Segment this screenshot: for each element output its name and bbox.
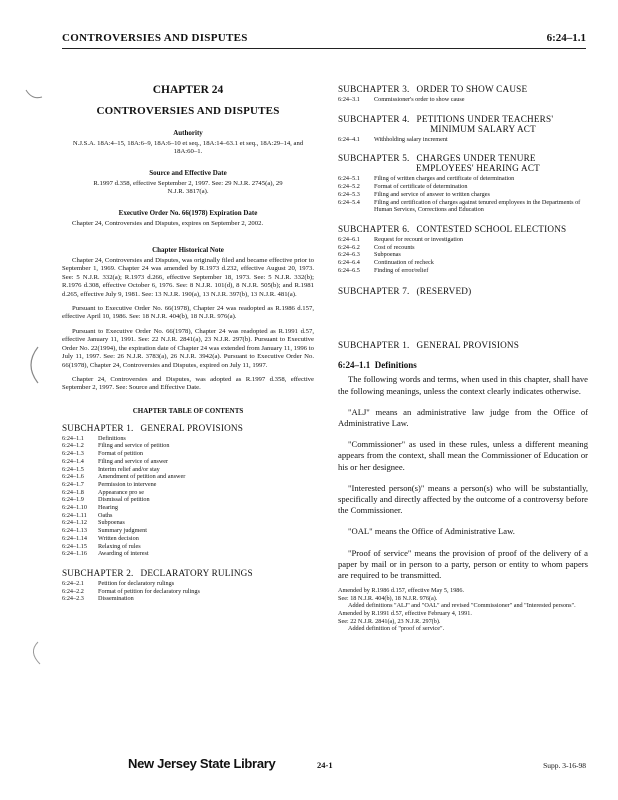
authority-heading: Authority xyxy=(173,129,203,137)
toc-section-title: Commissioner's order to show cause xyxy=(374,96,465,103)
source-heading: Source and Effective Date xyxy=(149,168,227,177)
toc-item xyxy=(62,504,314,512)
subchapter-1-heading: SUBCHAPTER 1. GENERAL PROVISIONS xyxy=(62,422,244,433)
toc-section-number: 6:24–5.3 xyxy=(338,190,360,198)
exec-order-heading: Executive Order No. 66(1978) Expiration Date xyxy=(118,208,258,217)
exec-order-text: Chapter 24, Controversies and Disputes, expires on September 2, 2002. xyxy=(72,219,264,227)
toc-section-number: 6:24–1.14 xyxy=(62,534,87,542)
toc-item xyxy=(62,489,314,497)
toc-section-number: 6:24–5.2 xyxy=(338,183,360,191)
definition-oal: "OAL" means the Office of Administrative Law. xyxy=(348,526,515,537)
toc-section-title: Permission to intervene xyxy=(98,480,157,488)
toc-section-number: 6:24–1.16 xyxy=(62,550,87,558)
toc-section-number: 6:24–1.9 xyxy=(62,496,84,504)
toc-section-number: 6:24–1.15 xyxy=(62,542,87,550)
historical-note-p2: Pursuant to Executive Order No. 66(1978), Chapter 24 was readopted as R.1986 d.157, effective April 10, 1986. See: 18 N.J.R. 404(b), 18 N.J.R. 976(a). xyxy=(62,305,314,321)
toc-section-title: Petition for declaratory rulings xyxy=(98,579,175,587)
source-text: R.1997 d.358, effective September 2, 1997. See: 29 N.J.R. 2745(a), 29 N.J.R. 3817(a). xyxy=(93,179,283,196)
toc-section-title: Amendment of petition and answer xyxy=(98,473,186,481)
subchapter-5-heading: SUBCHAPTER 5. CHARGES UNDER TENURE EMPLOYEES' HEARING ACT xyxy=(338,153,540,174)
header-section: 6:24–1.1 xyxy=(546,32,586,44)
subchapter-2-list xyxy=(62,580,314,603)
toc-section-number: 6:24–1.10 xyxy=(62,504,87,512)
toc-section-number: 6:24–6.3 xyxy=(338,251,360,259)
toc-section-number: 6:24–6.2 xyxy=(338,243,360,251)
toc-heading: CHAPTER TABLE OF CONTENTS xyxy=(132,406,244,415)
toc-section-title: Filing and service of petition xyxy=(98,442,170,450)
toc-section-title: Appearance pro se xyxy=(98,488,145,496)
toc-section-number: 6:24–1.6 xyxy=(62,473,84,481)
toc-section-title: Format of petition xyxy=(98,450,144,458)
toc-section-title: Filing and service of answer xyxy=(98,457,169,465)
right-column xyxy=(338,58,588,633)
toc-section-number: 6:24–1.13 xyxy=(62,527,87,535)
toc-item xyxy=(338,199,588,214)
toc-section-number: 6:24–2.2 xyxy=(62,587,84,595)
toc-item xyxy=(62,466,314,474)
toc-section-number: 6:24–1.11 xyxy=(62,511,87,519)
toc-section-number: 6:24–2.3 xyxy=(62,595,84,603)
toc-item xyxy=(62,435,314,443)
toc-section-title: Awarding of interest xyxy=(98,550,149,558)
toc-section-title: Subpoenas xyxy=(374,251,401,259)
toc-item xyxy=(62,512,314,520)
historical-note-p3: Pursuant to Executive Order No. 66(1978), Chapter 24 was readopted as R.1991 d.57, effective January 11, 1991. See: 22 N.J.R. 2841(a), 23 N.J.R. 297(b). Pursuant to Executive Order No. 22(1994), the expiration date of Chapter 24 was extended from January 11, 1996 to July 11, 1997. See: 26 N.J.R. 3783(a), 26 N.J.R. 3942(a). Pursuant to Executive Order No. 66(1978), Chapter 24, Controversies and Disputes, expired on July 11, 1997. xyxy=(62,327,314,369)
definition-proof-of-service: "Proof of service" means the provision of proof of the delivery of a paper by mail or in person to a party, person or entity to whom papers are required to be transmitted. xyxy=(338,547,588,581)
toc-section-number: 6:24–1.8 xyxy=(62,488,84,496)
subchapter-6-heading: SUBCHAPTER 6. CONTESTED SCHOOL ELECTIONS xyxy=(338,223,567,234)
toc-section-title: Cost of recounts xyxy=(374,243,415,251)
toc-section-number: 6:24–1.7 xyxy=(62,480,84,488)
toc-item xyxy=(338,236,588,244)
historical-note-p4: Chapter 24, Controversies and Disputes, was adopted as R.1997 d.358, effective September 2, 1997. See: Source and Effective Date. xyxy=(62,375,314,392)
toc-item xyxy=(62,481,314,489)
toc-section-title: Dismissal of petition xyxy=(98,496,150,504)
chapter-title: CONTROVERSIES AND DISPUTES xyxy=(96,105,280,117)
subchapter-7-heading: SUBCHAPTER 7. (RESERVED) xyxy=(338,286,472,297)
subchapter-4-heading: SUBCHAPTER 4. PETITIONS UNDER TEACHERS' MINIMUM SALARY ACT xyxy=(338,113,554,134)
toc-item xyxy=(62,588,314,596)
subchapter-2-heading: SUBCHAPTER 2. DECLARATORY RULINGS xyxy=(62,567,253,578)
toc-section-number: 6:24–1.12 xyxy=(62,519,87,527)
toc-section-title: Relaxing of rules xyxy=(98,542,141,550)
definition-commissioner: "Commissioner" as used in these rules, unless a different meaning appears from the context, shall mean the Commissioner of Education or his or her designee. xyxy=(338,439,588,472)
toc-section-title: Withholding salary increment xyxy=(374,135,448,143)
toc-item xyxy=(338,244,588,252)
toc-item xyxy=(338,191,588,199)
toc-section-title: Written decision xyxy=(98,534,139,542)
supplement-date: Supp. 3-16-98 xyxy=(543,761,586,770)
toc-item xyxy=(62,550,314,558)
margin-mark-icon xyxy=(24,640,44,666)
toc-section-number: 6:24–1.2 xyxy=(62,442,84,450)
subchapter-3-heading: SUBCHAPTER 3. ORDER TO SHOW CAUSE xyxy=(338,84,528,94)
toc-section-title: Finding of error/relief xyxy=(374,266,429,274)
section-heading: 6:24–1.1 Definitions xyxy=(338,360,417,371)
toc-section-number: 6:24–1.5 xyxy=(62,465,84,473)
toc-section-title: Hearing xyxy=(98,504,118,512)
page-number: 24-1 xyxy=(317,760,333,770)
toc-section-title: Format of petition for declaratory rulings xyxy=(98,587,200,595)
toc-section-title: Filing and service of answer to written charges xyxy=(374,190,490,198)
toc-section-title: Oaths xyxy=(98,511,113,519)
definition-alj: "ALJ" means an administrative law judge from the Office of Administrative Law. xyxy=(338,406,588,429)
amendment-notes: Amended by R.1986 d.157, effective May 5, 1986. See: 18 N.J.R. 404(b), 18 N.J.R. 976(a). Added definitions "ALJ" and "OAL" and revised "Commissioner" and "Interested persons". Amended by R.1991 d.57, effective February 4, 1991. See: 22 N.J.R. 2841(a), 23 N.J.R. 297(b). Added definition of "proof of service". xyxy=(338,587,576,633)
toc-item xyxy=(62,458,314,466)
toc-section-title: Filing and certification of charges against tenured employees in the Departments of Human Services, Corrections and Education xyxy=(374,198,581,214)
toc-item xyxy=(62,473,314,481)
toc-item xyxy=(62,580,314,588)
toc-section-number: 6:24–6.5 xyxy=(338,266,360,274)
toc-item xyxy=(338,183,588,191)
toc-item xyxy=(338,96,588,104)
historical-note-p1: Chapter 24, Controversies and Disputes, was originally filed and became effective prior to September 1, 1969. Chapter 24 was amended by R.1973 d.232, effective August 20, 1973. See: 5 N.J.R. 332(a); R.1973 d.266, effective September 18, 1973. See: 5 N.J.R. 332(b); R.1976 d.308, effective October 6, 1976. See: 8 N.J.R. 101(d), 8 N.J.R. 505(b); and R.1981 d.265, effective July 9, 1981. See: 13 N.J.R. 190(a), 13 N.J.R. 397(b), 13 N.J.R. 481(a). xyxy=(62,257,314,298)
page-footer xyxy=(62,758,586,778)
toc-section-title: Format of certificate of determination xyxy=(374,183,468,191)
toc-section-number: 6:24–5.1 xyxy=(338,175,360,183)
subchapter-5-list xyxy=(338,175,588,214)
margin-mark-icon xyxy=(22,345,44,385)
toc-item xyxy=(338,267,588,275)
toc-item xyxy=(62,519,314,527)
toc-item xyxy=(338,251,588,259)
toc-item xyxy=(62,527,314,535)
definition-interested-persons: "Interested person(s)" means a person(s) who will be substantially, specifically and directly affected by the outcome of a controversy before the Commissioner. xyxy=(338,482,588,516)
toc-item xyxy=(338,136,588,144)
subchapter-6-list xyxy=(338,236,588,275)
toc-section-number: 6:24–3.1 xyxy=(338,96,360,103)
toc-section-title: Subpoenas xyxy=(98,519,125,527)
toc-item xyxy=(62,595,314,603)
margin-mark-icon xyxy=(24,88,44,102)
subchapter-4-list xyxy=(338,136,588,144)
toc-section-title: Filing of written charges and certificate of determination xyxy=(374,175,515,183)
subchapter-3-list xyxy=(338,96,588,104)
subchapter-1-list xyxy=(62,435,314,558)
toc-section-number: 6:24–4.1 xyxy=(338,135,360,143)
toc-section-title: Definitions xyxy=(98,434,126,442)
toc-item xyxy=(62,442,314,450)
toc-item xyxy=(62,450,314,458)
toc-section-number: 6:24–6.1 xyxy=(338,235,360,243)
definitions-intro: The following words and terms, when used in this chapter, shall have the following meanings, unless the context clearly indicates otherwise. xyxy=(338,374,588,396)
authority-text: N.J.S.A. 18A:4–15, 18A:6–9, 18A:6–10 et seq., 18A:14–63.1 et seq., 18A:29–14, and 18A:60–1. xyxy=(72,140,304,156)
toc-section-title: Interim relief and/or stay xyxy=(98,465,160,473)
toc-item xyxy=(338,259,588,267)
historical-note-heading: Chapter Historical Note xyxy=(152,246,224,255)
body-subchapter-1-heading: SUBCHAPTER 1. GENERAL PROVISIONS xyxy=(338,340,520,351)
toc-item xyxy=(62,543,314,551)
toc-section-number: 6:24–6.4 xyxy=(338,259,360,267)
toc-section-number: 6:24–5.4 xyxy=(338,198,360,206)
toc-section-number: 6:24–1.1 xyxy=(62,434,84,442)
toc-section-number: 6:24–1.3 xyxy=(62,450,84,458)
toc-section-number: 6:24–1.4 xyxy=(62,457,84,465)
chapter-number: CHAPTER 24 xyxy=(152,84,224,96)
running-header xyxy=(62,30,586,49)
toc-section-title: Dissemination xyxy=(98,595,134,603)
header-title: CONTROVERSIES AND DISPUTES xyxy=(62,32,248,44)
toc-section-title: Request for recount or investigation xyxy=(374,235,464,243)
toc-section-title: Summary judgment xyxy=(98,527,147,535)
library-stamp: New Jersey State Library xyxy=(128,756,276,771)
toc-item xyxy=(338,175,588,183)
toc-section-title: Continuation of recheck xyxy=(374,259,434,267)
toc-item xyxy=(62,496,314,504)
toc-section-number: 6:24–2.1 xyxy=(62,579,84,587)
toc-item xyxy=(62,535,314,543)
left-column xyxy=(62,58,314,603)
